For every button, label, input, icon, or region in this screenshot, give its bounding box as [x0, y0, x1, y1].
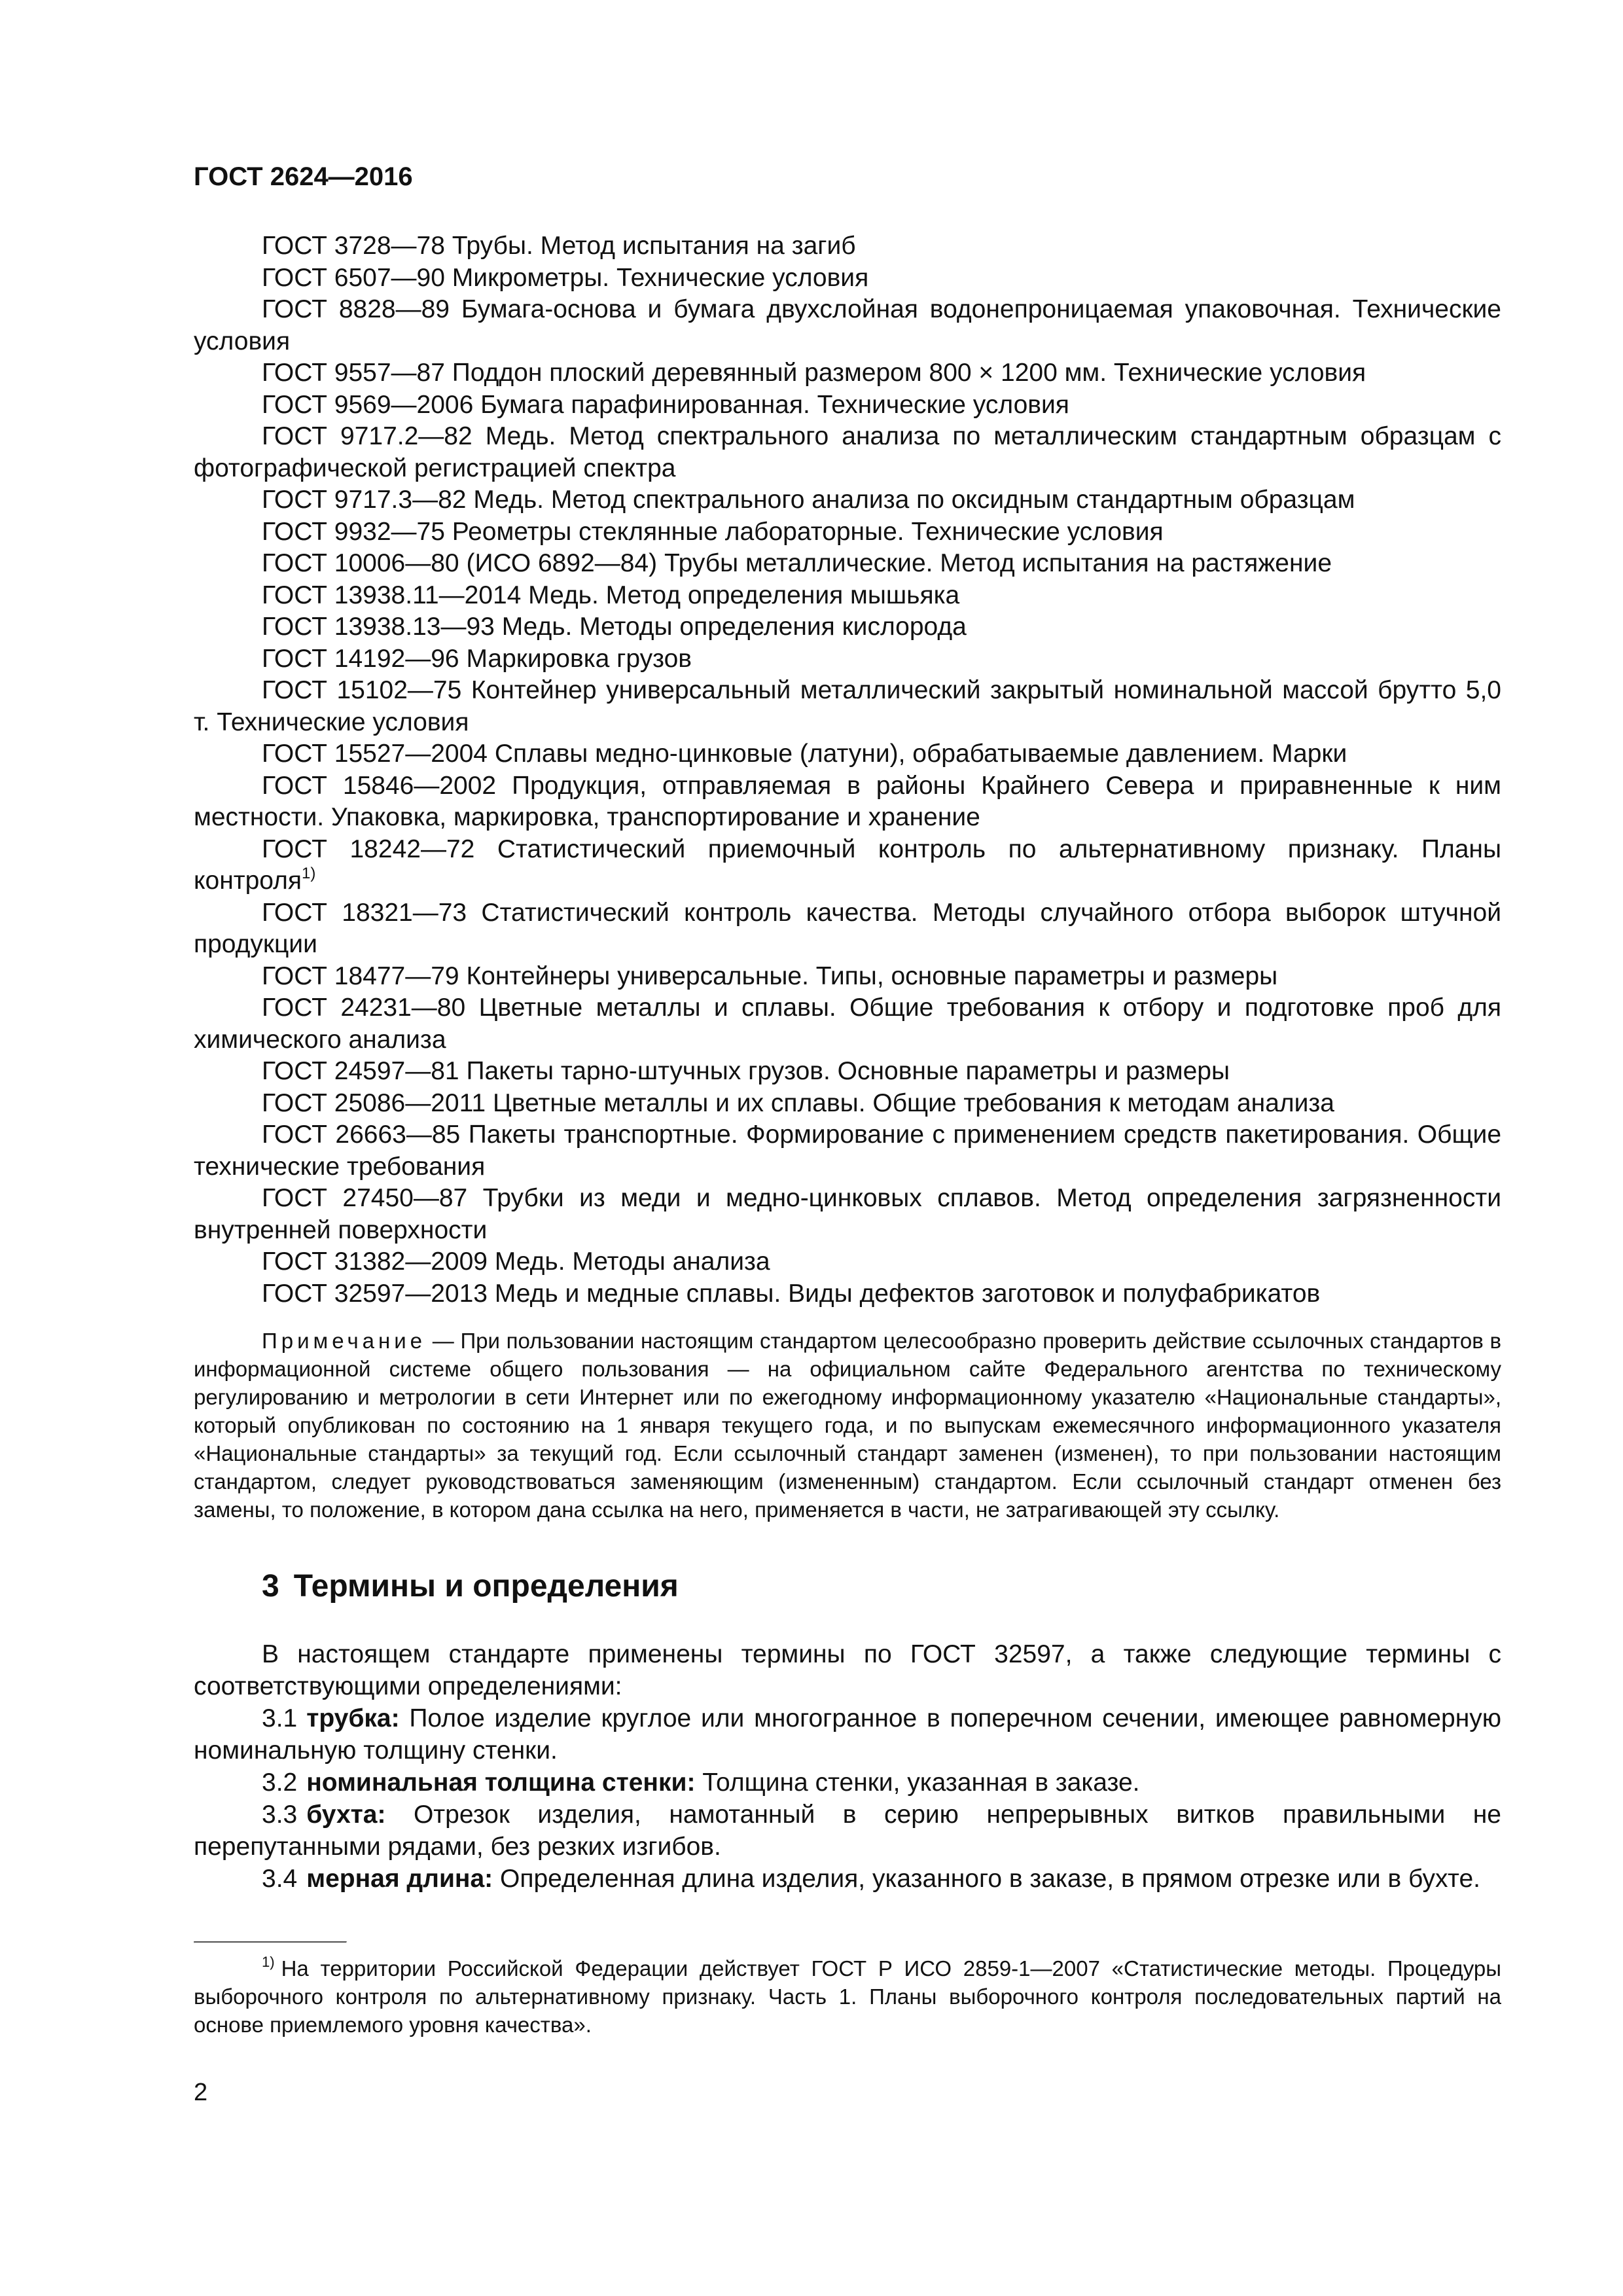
reference-code: ГОСТ 15527—2004 — [262, 740, 488, 768]
term-number: 3.1 — [262, 1704, 298, 1732]
term-name: мерная длина: — [306, 1865, 493, 1893]
footnote-ref-marker: 1) — [302, 865, 316, 882]
note-label: Примечание — [262, 1329, 427, 1353]
reference-title: Пакеты тарно-штучных грузов. Основные параметры и размеры — [466, 1057, 1230, 1085]
term-number: 3.2 — [262, 1768, 298, 1797]
section-title: Термины и определения — [293, 1569, 679, 1604]
reference-code: ГОСТ 9569—2006 — [262, 390, 474, 419]
reference-title: Трубы металлические. Метод испытания на растяжение — [664, 549, 1332, 577]
reference-code: ГОСТ 31382—2009 — [262, 1247, 488, 1276]
reference-item — [194, 1278, 1501, 1310]
reference-item — [194, 357, 1501, 389]
reference-title: Медь. Метод спектрального анализа по оксидным стандартным образцам — [473, 486, 1355, 514]
document-id: ГОСТ 2624—2016 — [194, 162, 413, 191]
reference-item — [194, 1088, 1501, 1120]
reference-item — [194, 1183, 1501, 1246]
reference-code: ГОСТ 18477—79 — [262, 961, 459, 990]
reference-title: Статистический приемочный контроль по альтернативному признаку. Планы контроля — [194, 834, 1501, 895]
reference-title: Статистический контроль качества. Методы случайного отбора выборок штучной продукции — [194, 898, 1501, 958]
term-number: 3.4 — [262, 1865, 298, 1893]
reference-title: Цветные металлы и их сплавы. Общие требования к методам анализа — [492, 1088, 1335, 1117]
reference-item — [194, 580, 1501, 612]
reference-title: Медь. Метод определения мышьяка — [528, 581, 960, 609]
reference-title: Микрометры. Технические условия — [452, 263, 869, 292]
reference-item — [194, 421, 1501, 484]
normative-references-list — [194, 230, 1501, 1310]
term-text: Определенная длина изделия, указанного в заказе, в прямом отрезке или в бухте. — [500, 1865, 1480, 1893]
reference-item — [194, 834, 1501, 897]
reference-item — [194, 516, 1501, 548]
reference-code: ГОСТ 24231—80 — [262, 994, 466, 1022]
footnote-marker: 1) — [262, 1954, 275, 1970]
reference-item — [194, 548, 1501, 580]
term-definition — [194, 1702, 1501, 1767]
footnote-separator — [194, 1941, 347, 1943]
reference-item — [194, 1119, 1501, 1183]
page-number: 2 — [194, 2079, 208, 2106]
reference-code: ГОСТ 27450—87 — [262, 1184, 468, 1212]
reference-title: Трубы. Метод испытания на загиб — [452, 232, 856, 260]
reference-title: Цветные металлы и сплавы. Общие требования к отбору и подготовке проб для химического анализа — [194, 994, 1501, 1054]
reference-title: Сплавы медно-цинковые (латуни), обрабатываемые давлением. Марки — [494, 740, 1347, 768]
terms-list — [194, 1702, 1501, 1895]
reference-title: Реометры стеклянные лабораторные. Технические условия — [452, 517, 1164, 546]
note-paragraph — [194, 1327, 1501, 1524]
reference-code: ГОСТ 15846—2002 — [262, 771, 497, 800]
reference-code: ГОСТ 18242—72 — [262, 834, 475, 863]
reference-title: Медь. Методы анализа — [494, 1247, 770, 1276]
term-name: номинальная толщина стенки: — [306, 1768, 696, 1797]
reference-item — [194, 484, 1501, 516]
reference-code: ГОСТ 9717.2—82 — [262, 422, 473, 450]
term-name: трубка: — [306, 1704, 400, 1732]
term-name: бухта: — [306, 1801, 386, 1829]
reference-item — [194, 770, 1501, 834]
reference-code: ГОСТ 15102—75 — [262, 676, 462, 704]
reference-item — [194, 611, 1501, 643]
reference-title: Маркировка грузов — [466, 644, 692, 673]
reference-code: ГОСТ 8828—89 — [262, 295, 450, 323]
page-body — [194, 230, 1501, 1895]
reference-item — [194, 389, 1501, 422]
reference-code: ГОСТ 9717.3—82 — [262, 486, 467, 514]
reference-code: ГОСТ 32597—2013 — [262, 1279, 488, 1308]
term-text: Полое изделие круглое или многогранное в поперечном сечении, имеющее равномерную номинальную толщину стенки. — [194, 1704, 1501, 1765]
reference-item — [194, 897, 1501, 961]
term-number: 3.3 — [262, 1801, 298, 1829]
reference-code: ГОСТ 10006—80 (ИСО 6892—84) — [262, 549, 658, 577]
reference-item — [194, 961, 1501, 993]
reference-item — [194, 262, 1501, 295]
reference-item — [194, 675, 1501, 738]
term-definition — [194, 1799, 1501, 1863]
section-heading — [194, 1568, 1501, 1604]
reference-item — [194, 992, 1501, 1056]
term-definition — [194, 1863, 1501, 1895]
reference-code: ГОСТ 18321—73 — [262, 898, 467, 927]
term-text: Отрезок изделия, намотанный в серию непрерывных витков правильными не перепутанными рядами, без резких изгибов. — [194, 1801, 1501, 1861]
note-text: — При пользовании настоящим стандартом целесообразно проверить действие ссылочных стандартов в информационной системе общего пользования — на официальном сайте Федерального агентства по техническому регулированию и метрологии в сети Интернет или по ежегодному информационному указателю «Национальные стандарты», который опубликован по состоянию на 1 января текущего года, и по выпускам ежемесячного информационного указателя «Национальные стандарты» за текущий год. Если ссылочный стандарт заменен (изменен), то при пользовании настоящим стандартом, следует руководствоваться заменяющим (измененным) стандартом. Если ссылочный стандарт отменен без замены, то положение, в котором дана ссылка на него, применяется в части, не затрагивающей эту ссылку. — [194, 1329, 1501, 1522]
reference-title: Контейнеры универсальные. Типы, основные параметры и размеры — [466, 961, 1278, 990]
reference-code: ГОСТ 13938.13—93 — [262, 613, 495, 641]
reference-item — [194, 294, 1501, 357]
reference-code: ГОСТ 25086—2011 — [262, 1088, 486, 1117]
reference-title: Медь и медные сплавы. Виды дефектов заготовок и полуфабрикатов — [494, 1279, 1321, 1308]
reference-title: Медь. Методы определения кислорода — [501, 613, 967, 641]
reference-code: ГОСТ 24597—81 — [262, 1057, 459, 1085]
reference-code: ГОСТ 13938.11—2014 — [262, 581, 522, 609]
term-text: Толщина стенки, указанная в заказе. — [702, 1768, 1140, 1797]
reference-code: ГОСТ 14192—96 — [262, 644, 459, 673]
footnote-text: На территории Российской Федерации действует ГОСТ Р ИСО 2859-1—2007 «Статистические методы. Процедуры выборочного контроля по альтернативному признаку. Часть 1. Планы выборочного контроля последовательных партий на основе приемлемого уровня качества». — [194, 1956, 1501, 2037]
reference-title: Трубки из меди и медно-цинковых сплавов. Метод определения загрязненности внутренней поверхности — [194, 1184, 1502, 1244]
reference-item — [194, 738, 1501, 770]
reference-title: Поддон плоский деревянный размером 800 × 1200 мм. Технические условия — [452, 359, 1366, 387]
reference-item — [194, 1246, 1501, 1278]
section-intro: В настоящем стандарте применены термины по ГОСТ 32597, а также следующие термины с соответствующими определениями: — [194, 1640, 1501, 1700]
section-number: 3 — [262, 1569, 279, 1604]
term-definition — [194, 1767, 1501, 1799]
reference-item — [194, 1056, 1501, 1088]
reference-code: ГОСТ 9932—75 — [262, 517, 445, 546]
reference-title: Продукция, отправляемая в районы Крайнего Севера и приравненные к ним местности. Упаковка, маркировка, транспортирование и хранение — [194, 771, 1501, 831]
reference-code: ГОСТ 6507—90 — [262, 263, 445, 292]
footnote — [194, 1954, 1501, 2039]
reference-code: ГОСТ 26663—85 — [262, 1121, 461, 1149]
reference-title: Контейнер универсальный металлический закрытый номинальной массой брутто 5,0 т. Технические условия — [194, 676, 1501, 736]
reference-item — [194, 643, 1501, 675]
reference-item — [194, 230, 1501, 262]
reference-title: Медь. Метод спектрального анализа по металлическим стандартным образцам с фотографической регистрацией спектра — [194, 422, 1501, 482]
reference-title: Бумага парафинированная. Технические условия — [480, 390, 1069, 419]
reference-code: ГОСТ 9557—87 — [262, 359, 445, 387]
reference-title: Пакеты транспортные. Формирование с применением средств пакетирования. Общие технические требования — [194, 1121, 1502, 1181]
reference-title: Бумага-основа и бумага двухслойная водонепроницаемая упаковочная. Технические условия — [194, 295, 1501, 355]
reference-code: ГОСТ 3728—78 — [262, 232, 445, 260]
